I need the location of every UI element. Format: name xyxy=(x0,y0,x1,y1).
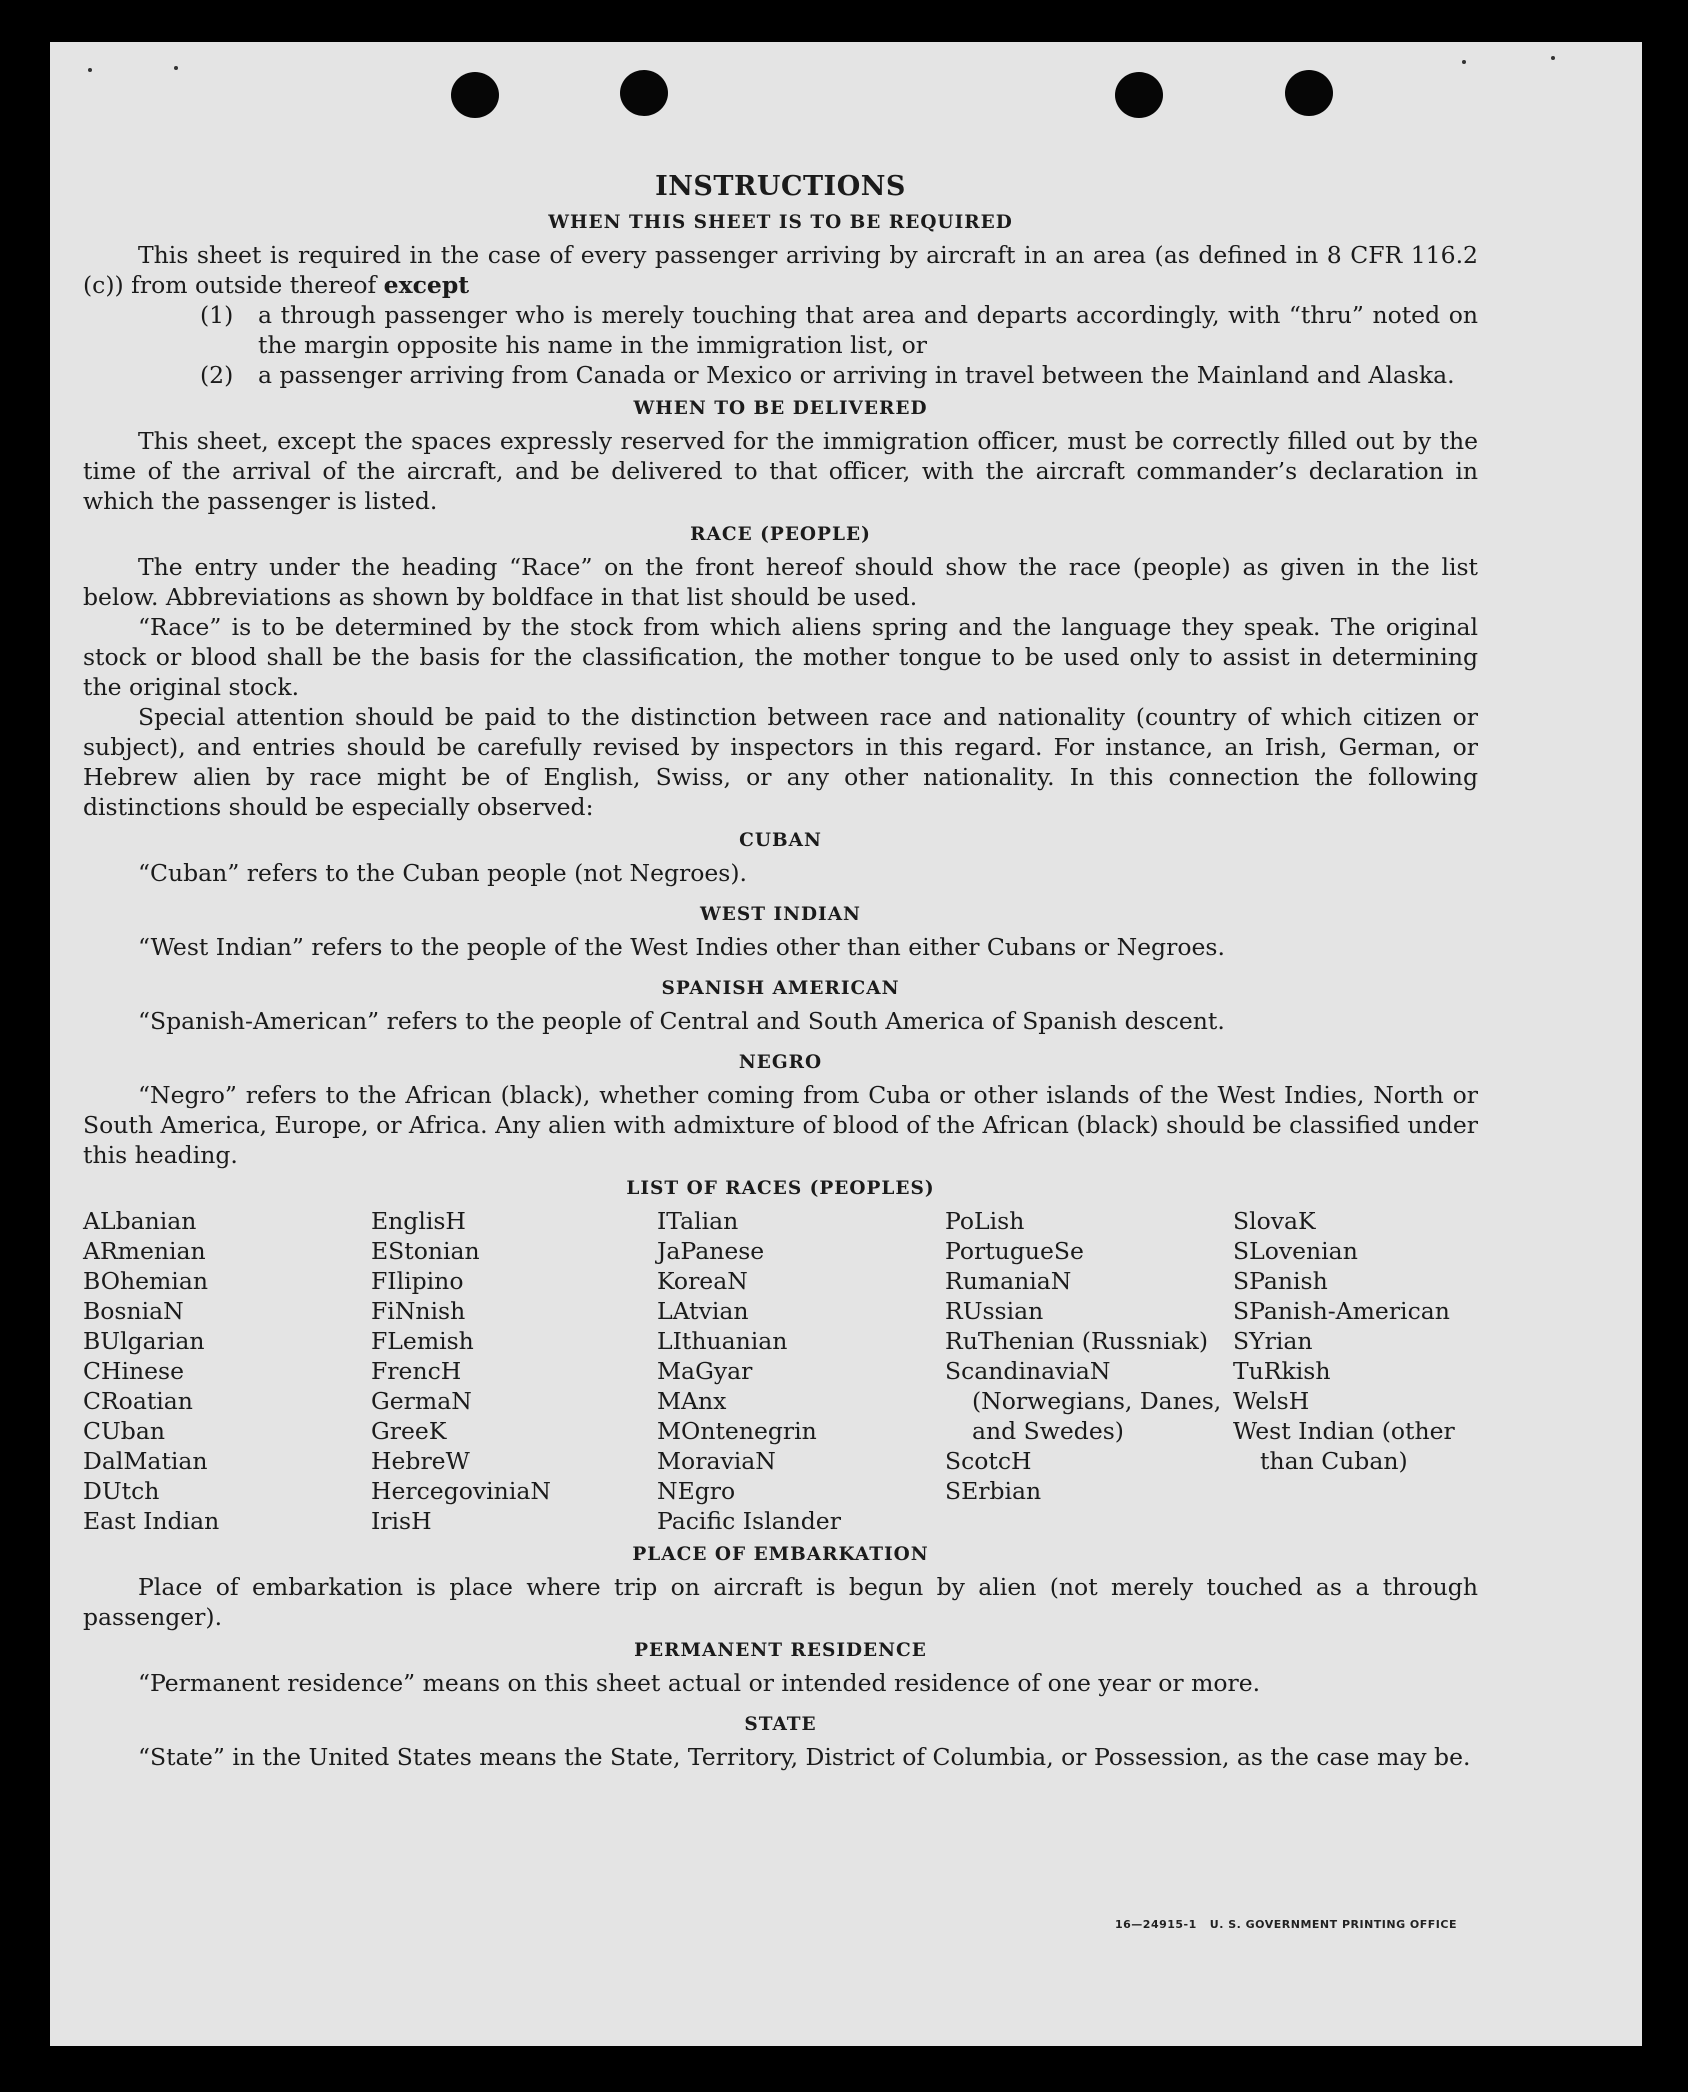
race-entry: HercegoviniaN xyxy=(371,1477,551,1505)
section-heading-embarkation: PLACE OF EMBARKATION xyxy=(632,1544,929,1565)
section-heading-delivered: WHEN TO BE DELIVERED xyxy=(633,398,928,419)
race-entry: NEgro xyxy=(657,1477,736,1505)
speck xyxy=(1551,56,1555,60)
negro-text: “Negro” refers to the African (black), whether coming from Cuba or other islands of the West Indies, North or South America, Europe, or Africa. Any alien with admixture of blood of the African (black) should be classified under this heading. xyxy=(83,1081,1478,1169)
punch-hole xyxy=(1285,70,1333,116)
speck xyxy=(174,66,178,70)
spanish-american-text: “Spanish-American” refers to the people of Central and South America of Spanish descent. xyxy=(138,1007,1225,1035)
race-entry: SlovaK xyxy=(1233,1207,1316,1235)
state-text: “State” in the United States means the State, Territory, District of Columbia, or Possession, as the case may be. xyxy=(138,1743,1471,1771)
race-entry: SLovenian xyxy=(1233,1237,1358,1265)
speck xyxy=(1462,60,1466,64)
section-heading-residence: PERMANENT RESIDENCE xyxy=(634,1640,927,1661)
punch-hole xyxy=(1115,72,1163,118)
speck xyxy=(88,68,92,72)
embarkation-text: Place of embarkation is place where trip on aircraft is begun by alien (not merely touched as a through passenger). xyxy=(83,1573,1478,1631)
west-indian-text: “West Indian” refers to the people of the West Indies other than either Cubans or Negroes. xyxy=(138,933,1225,961)
races-table xyxy=(83,1206,1478,1536)
race-entry: BosniaN xyxy=(83,1297,184,1325)
race-entry: MoraviaN xyxy=(657,1447,776,1475)
race-entry: Pacific Islander xyxy=(657,1507,841,1535)
race-entry: ScandinaviaN (Norwegians, Danes, and Swedes) xyxy=(945,1357,1222,1445)
race-entry: TuRkish xyxy=(1233,1357,1331,1385)
race-entry: SYrian xyxy=(1233,1327,1313,1355)
race-entry: MOntenegrin xyxy=(657,1417,817,1445)
race-entry: RumaniaN xyxy=(945,1267,1072,1295)
section-heading-west-indian: WEST INDIAN xyxy=(700,904,861,925)
race-entry: SPanish xyxy=(1233,1267,1328,1295)
race-entry: ARmenian xyxy=(83,1237,206,1265)
section-heading-state: STATE xyxy=(744,1714,817,1735)
exception-item: (1) a through passenger who is merely touching that area and departs accordingly, with “thru” noted on the margin opposite his name in the immigration list, or xyxy=(200,301,1478,359)
race-entry: BUlgarian xyxy=(83,1327,205,1355)
race-entry: DalMatian xyxy=(83,1447,208,1475)
races-column xyxy=(945,1206,1233,1536)
race-entry: DUtch xyxy=(83,1477,160,1505)
race-entry: KoreaN xyxy=(657,1267,748,1295)
race-entry: HebreW xyxy=(371,1447,470,1475)
race-entry: EStonian xyxy=(371,1237,480,1265)
section-heading-list-of-races: LIST OF RACES (PEOPLES) xyxy=(626,1178,935,1199)
race-entry: West Indian (other than Cuban) xyxy=(1233,1417,1455,1475)
instructions-body xyxy=(83,172,1478,1772)
race-entry: GermaN xyxy=(371,1387,472,1415)
races-column xyxy=(1233,1206,1478,1536)
race-entry: CUban xyxy=(83,1417,165,1445)
race-entry: BOhemian xyxy=(83,1267,208,1295)
race-entry: GreeK xyxy=(371,1417,447,1445)
cuban-text: “Cuban” refers to the Cuban people (not Negroes). xyxy=(138,859,748,887)
race-entry: LIthuanian xyxy=(657,1327,788,1355)
section-heading-negro: NEGRO xyxy=(738,1052,823,1073)
race-entry: MaGyar xyxy=(657,1357,753,1385)
section-heading-cuban: CUBAN xyxy=(739,830,822,851)
race-entry: RUssian xyxy=(945,1297,1044,1325)
race-entry: WelsH xyxy=(1233,1387,1310,1415)
race-entry: FiNnish xyxy=(371,1297,466,1325)
race-paragraph: The entry under the heading “Race” on the front hereof should show the race (people) as given in the list below. Abbreviations as shown by boldface in that list should be used. xyxy=(83,553,1478,611)
race-entry: East Indian xyxy=(83,1507,220,1535)
race-entry: FLemish xyxy=(371,1327,474,1355)
race-paragraph: Special attention should be paid to the distinction between race and nationality (country of which citizen or subject), and entries should be carefully revised by inspectors in this regard. For instance, an Irish, German, or Hebrew alien by race might be of English, Swiss, or any other nationality. In this connection the following distinctions should be especially observed: xyxy=(83,703,1478,821)
races-column xyxy=(83,1206,371,1536)
race-entry: LAtvian xyxy=(657,1297,749,1325)
exception-item: (2) a passenger arriving from Canada or Mexico or arriving in travel between the Mainland and Alaska. xyxy=(200,361,1455,389)
punch-hole xyxy=(451,72,499,118)
race-entry: CHinese xyxy=(83,1357,184,1385)
race-paragraph: “Race” is to be determined by the stock from which aliens spring and the language they speak. The original stock or blood shall be the basis for the classification, the mother tongue to be used only to assist in determining the original stock. xyxy=(83,613,1478,701)
race-entry: CRoatian xyxy=(83,1387,193,1415)
race-entry: SPanish-American xyxy=(1233,1297,1450,1325)
races-column xyxy=(657,1206,945,1536)
race-entry: MAnx xyxy=(657,1387,727,1415)
section-heading-spanish-american: SPANISH AMERICAN xyxy=(661,978,900,999)
race-entry: FrencH xyxy=(371,1357,462,1385)
race-entry: RuThenian (Russniak) xyxy=(945,1327,1208,1355)
required-intro: This sheet is required in the case of every passenger arriving by aircraft in an area (as defined in 8 CFR 116.2 (c)) from outside thereof except xyxy=(83,241,1478,299)
race-entry: IrisH xyxy=(371,1507,432,1535)
document-page xyxy=(50,42,1642,2046)
print-code: 16—24915-1 U. S. GOVERNMENT PRINTING OFFICE xyxy=(1114,1918,1457,1931)
delivered-text: This sheet, except the spaces expressly reserved for the immigration officer, must be correctly filled out by the time of the arrival of the aircraft, and be delivered to that officer, with the aircraft commander’s declaration in which the passenger is listed. xyxy=(83,427,1478,515)
punch-hole xyxy=(620,70,668,116)
race-entry: PoLish xyxy=(945,1207,1025,1235)
race-entry: FIlipino xyxy=(371,1267,464,1295)
races-column xyxy=(371,1206,657,1536)
section-heading-race: RACE (PEOPLE) xyxy=(690,524,871,545)
race-entry: JaPanese xyxy=(657,1237,765,1265)
exceptions-list xyxy=(83,300,1478,390)
race-entry: ITalian xyxy=(657,1207,739,1235)
race-entry: EnglisH xyxy=(371,1207,466,1235)
residence-text: “Permanent residence” means on this sheet actual or intended residence of one year or more. xyxy=(138,1669,1261,1697)
race-entry: ALbanian xyxy=(83,1207,197,1235)
page-title: INSTRUCTIONS xyxy=(655,171,906,202)
race-entry: PortugueSe xyxy=(945,1237,1084,1265)
race-entry: ScotcH xyxy=(945,1447,1032,1475)
section-heading-required: WHEN THIS SHEET IS TO BE REQUIRED xyxy=(548,212,1013,233)
race-entry: SErbian xyxy=(945,1477,1042,1505)
